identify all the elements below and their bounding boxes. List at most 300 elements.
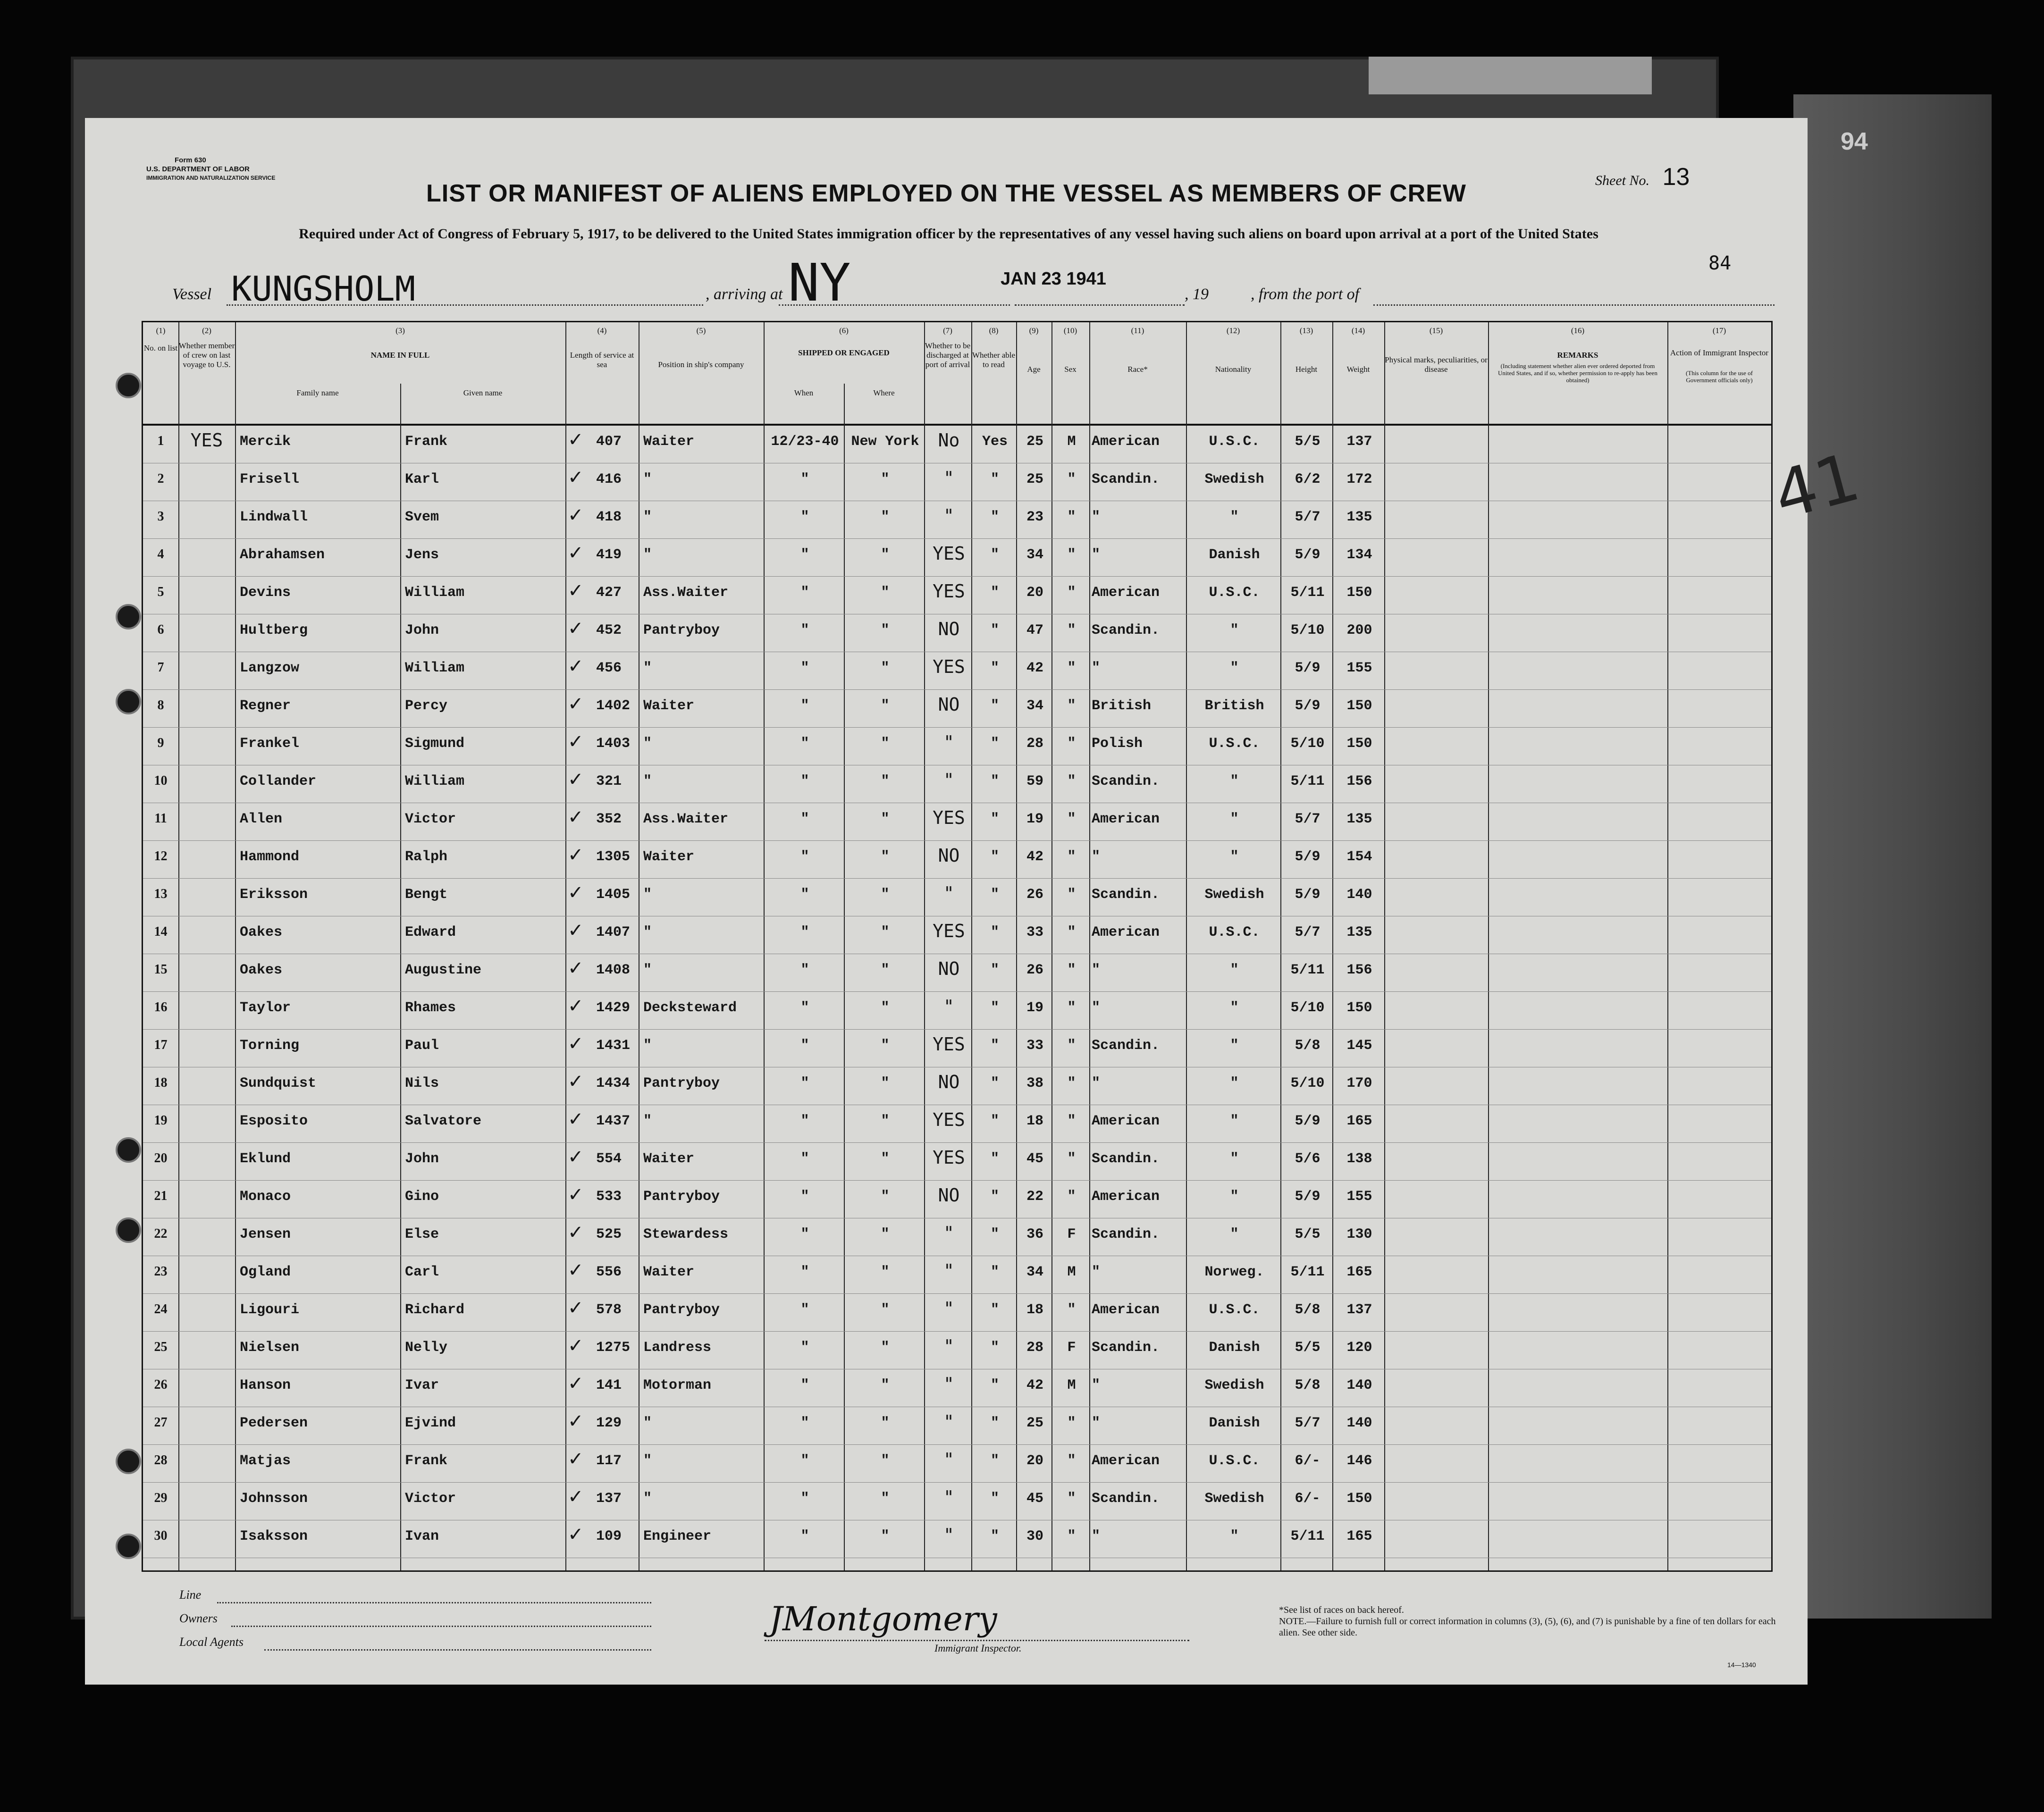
cell-race: Scandin. [1092, 773, 1160, 789]
cell-race: Scandin. [1092, 622, 1160, 638]
cell-no: 22 [154, 1226, 168, 1241]
cell-service: 427 [596, 585, 622, 601]
cell-age: 19 [1026, 811, 1043, 827]
cell-sex: " [1067, 924, 1076, 940]
punch-hole [116, 604, 141, 629]
cell-when: " [800, 1302, 809, 1318]
cell-service: 554 [596, 1151, 622, 1167]
cell-weight: 137 [1346, 434, 1372, 450]
cell-height: 6/- [1295, 1453, 1321, 1469]
cell-family: Jensen [240, 1226, 291, 1242]
cell-when: " [800, 1151, 809, 1167]
page-title: LIST OR MANIFEST OF ALIENS EMPLOYED ON THE VESSEL AS MEMBERS OF CREW [426, 180, 1466, 207]
table-row [143, 803, 1771, 841]
cell-sex: " [1067, 887, 1076, 903]
cell-nationality: " [1230, 962, 1239, 978]
cell-family: Regner [240, 698, 291, 714]
check-mark-icon: ✓ [568, 1297, 584, 1319]
cell-read: " [990, 924, 999, 940]
header-name-in-full: NAME IN FULL [370, 351, 430, 360]
cell-when: " [800, 924, 809, 940]
cell-race: American [1092, 585, 1160, 601]
edge-number: 94 [1841, 128, 1868, 155]
cell-height: 5/9 [1295, 849, 1321, 865]
cell-family: Torning [240, 1038, 300, 1054]
check-mark-icon: ✓ [568, 542, 584, 564]
col-num: (1) [156, 326, 166, 335]
cell-race: Scandin. [1092, 1491, 1160, 1507]
cell-race: American [1092, 1302, 1160, 1318]
cell-family: Frisell [240, 471, 300, 487]
cell-read: " [990, 1528, 999, 1544]
cell-nationality: " [1230, 773, 1239, 789]
col-num: (2) [202, 326, 211, 335]
table-row [143, 1218, 1771, 1256]
col-num: (7) [943, 326, 952, 335]
cell-read: " [990, 1226, 999, 1242]
cell-race: " [1092, 1528, 1101, 1544]
signature-caption: Immigrant Inspector. [934, 1642, 1022, 1654]
cell-where: " [881, 509, 890, 525]
cell-where: " [881, 1000, 890, 1016]
cell-service: 1405 [596, 887, 631, 903]
header-nationality: Nationality [1215, 365, 1252, 374]
cell-age: 42 [1026, 660, 1043, 676]
cell-position: " [643, 887, 652, 903]
cell-race: Scandin. [1092, 1226, 1160, 1242]
cell-sex: " [1067, 622, 1076, 638]
year-label: , 19 [1185, 285, 1209, 303]
cell-discharged: " [943, 1449, 954, 1470]
cell-given: Frank [405, 1453, 448, 1469]
cell-where: " [881, 1226, 890, 1242]
col-num: (11) [1131, 326, 1144, 335]
cell-sex: " [1067, 962, 1076, 978]
cell-service: 109 [596, 1528, 622, 1544]
cell-family: Sundquist [240, 1075, 317, 1091]
note-races: *See list of races on back hereof. [1279, 1605, 1404, 1615]
cell-height: 5/9 [1295, 1113, 1321, 1129]
cell-weight: 156 [1346, 962, 1372, 978]
col-num: (4) [597, 326, 607, 335]
sheet-label: Sheet No. [1595, 173, 1649, 188]
cell-race: American [1092, 1113, 1160, 1129]
cell-sex: " [1067, 849, 1076, 865]
cell-position: Waiter [643, 849, 695, 865]
cell-height: 5/8 [1295, 1302, 1321, 1318]
cell-weight: 130 [1346, 1226, 1372, 1242]
cell-race: American [1092, 1189, 1160, 1205]
cell-service: 1402 [596, 698, 631, 714]
cell-race: " [1092, 1377, 1101, 1393]
cell-service: 556 [596, 1264, 622, 1280]
cell-when: " [800, 585, 809, 601]
cell-position: Waiter [643, 434, 695, 450]
cell-discharged: NO [938, 845, 960, 866]
cell-weight: 138 [1346, 1151, 1372, 1167]
cell-family: Hanson [240, 1377, 291, 1393]
cell-race: " [1092, 849, 1101, 865]
check-mark-icon: ✓ [568, 1373, 584, 1394]
agents-label: Local Agents [179, 1635, 244, 1649]
table-row [143, 1293, 1771, 1332]
cell-sex: F [1067, 1226, 1076, 1242]
check-mark-icon: ✓ [568, 1259, 584, 1281]
cell-no: 4 [157, 547, 164, 562]
cell-given: Gino [405, 1189, 439, 1205]
cell-when: " [800, 1491, 809, 1507]
cell-age: 59 [1026, 773, 1043, 789]
cell-weight: 140 [1346, 887, 1372, 903]
cell-no: 12 [154, 849, 168, 864]
cell-when: " [800, 1415, 809, 1431]
cell-nationality: Swedish [1204, 471, 1264, 487]
cell-sex: " [1067, 773, 1076, 789]
footer-notes [1279, 1604, 1798, 1638]
cell-given: Ralph [405, 849, 448, 865]
cell-age: 34 [1026, 698, 1043, 714]
cell-sex: " [1067, 1491, 1076, 1507]
cell-service: 456 [596, 660, 622, 676]
cell-given: Carl [405, 1264, 439, 1280]
cell-height: 5/9 [1295, 887, 1321, 903]
cell-where: New York [851, 434, 919, 450]
cell-age: 38 [1026, 1075, 1043, 1091]
cell-family: Isaksson [240, 1528, 308, 1544]
header-physical: Physical marks, peculiarities, or disease [1385, 355, 1488, 374]
cell-age: 36 [1026, 1226, 1043, 1242]
cell-where: " [881, 736, 890, 752]
cell-given: Victor [405, 1491, 456, 1507]
header-age: Age [1027, 365, 1041, 374]
cell-nationality: U.S.C. [1209, 1453, 1260, 1469]
cell-given: William [405, 660, 465, 676]
cell-given: Augustine [405, 962, 482, 978]
cell-sex: " [1067, 1189, 1076, 1205]
cell-nationality: Danish [1209, 1415, 1260, 1431]
cell-age: 20 [1026, 1453, 1043, 1469]
cell-height: 5/5 [1295, 1226, 1321, 1242]
header-remarks: REMARKS [1557, 351, 1598, 360]
table-row [143, 652, 1771, 690]
cell-service: 1437 [596, 1113, 631, 1129]
cell-family: Mercik [240, 434, 291, 450]
cell-position: Landress [643, 1340, 712, 1356]
table-row [143, 840, 1771, 879]
cell-where: " [881, 1113, 890, 1129]
cell-age: 26 [1026, 887, 1043, 903]
cell-nationality: U.S.C. [1209, 434, 1260, 450]
table-row [143, 614, 1771, 652]
cell-no: 17 [154, 1038, 168, 1052]
cell-given: Rhames [405, 1000, 456, 1016]
cell-sex: M [1067, 1264, 1076, 1280]
punch-hole [116, 1137, 141, 1163]
cell-service: 1431 [596, 1038, 631, 1054]
cell-sex: " [1067, 1415, 1076, 1431]
cell-sex: " [1067, 547, 1076, 563]
cell-height: 5/8 [1295, 1038, 1321, 1054]
check-mark-icon: ✓ [568, 1146, 584, 1168]
cell-when: 12/23-40 [771, 434, 839, 450]
cell-read: " [990, 736, 999, 752]
cell-given: John [405, 622, 439, 638]
cell-no: 28 [154, 1453, 168, 1468]
cell-discharged: " [943, 1411, 954, 1432]
cell-race: British [1092, 698, 1152, 714]
cell-weight: 120 [1346, 1340, 1372, 1356]
cell-weight: 140 [1346, 1415, 1372, 1431]
cell-when: " [800, 1038, 809, 1054]
cell-no: 19 [154, 1113, 168, 1128]
cell-race: " [1092, 509, 1101, 525]
cell-family: Collander [240, 773, 317, 789]
cell-weight: 165 [1346, 1264, 1372, 1280]
cell-where: " [881, 1038, 890, 1054]
cell-service: 141 [596, 1377, 622, 1393]
cell-family: Taylor [240, 1000, 291, 1016]
cell-where: " [881, 1264, 890, 1280]
cell-position: " [643, 1453, 652, 1469]
cell-service: 452 [596, 622, 622, 638]
cell-when: " [800, 773, 809, 789]
cell-service: 419 [596, 547, 622, 563]
cell-when: " [800, 736, 809, 752]
cell-where: " [881, 1302, 890, 1318]
cell-family: Johnsson [240, 1491, 308, 1507]
cell-family: Matjas [240, 1453, 291, 1469]
punch-hole [116, 1534, 141, 1559]
vessel-label: Vessel [172, 285, 212, 303]
page-subtitle: Required under Act of Congress of February 5, 1917, to be delivered to the United States immigration officer by the representatives of any vessel having such aliens on board upon arrival at a port of the United States [299, 226, 1598, 242]
vessel-line [127, 252, 1779, 314]
cell-given: Ivan [405, 1528, 439, 1544]
cell-weight: 146 [1346, 1453, 1372, 1469]
col-num: (10) [1063, 326, 1077, 335]
cell-height: 5/10 [1290, 1075, 1325, 1091]
cell-read: " [990, 1491, 999, 1507]
table-row [143, 765, 1771, 803]
cell-family: Lindwall [240, 509, 308, 525]
cell-position: " [643, 1491, 652, 1507]
cell-read: " [990, 1264, 999, 1280]
cell-read: " [990, 698, 999, 714]
cell-when: " [800, 660, 809, 676]
cell-when: " [800, 1226, 809, 1242]
cell-read: Yes [982, 434, 1008, 450]
cell-given: Nils [405, 1075, 439, 1091]
cell-discharged: " [943, 770, 954, 790]
cell-height: 5/11 [1290, 962, 1325, 978]
cell-service: 1403 [596, 736, 631, 752]
cell-when: " [800, 1528, 809, 1544]
cell-discharged: " [943, 1223, 954, 1243]
cell-height: 5/10 [1290, 736, 1325, 752]
arriving-port: NY [788, 252, 851, 313]
cell-nationality: " [1230, 1113, 1239, 1129]
cell-weight: 145 [1346, 1038, 1372, 1054]
cell-read: " [990, 509, 999, 525]
cell-family: Esposito [240, 1113, 308, 1129]
footer [85, 1581, 1808, 1675]
cell-race: Scandin. [1092, 1340, 1160, 1356]
cell-height: 5/8 [1295, 1377, 1321, 1393]
table-row [143, 991, 1771, 1030]
cell-family: Oakes [240, 962, 283, 978]
arriving-label: , arriving at [706, 285, 783, 303]
cell-where: " [881, 1151, 890, 1167]
cell-weight: 140 [1346, 1377, 1372, 1393]
cell-nationality: Danish [1209, 547, 1260, 563]
cell-when: " [800, 1113, 809, 1129]
cell-given: Ejvind [405, 1415, 456, 1431]
cell-no: 26 [154, 1377, 168, 1392]
cell-no: 13 [154, 887, 168, 901]
cell-nationality: " [1230, 1000, 1239, 1016]
cell-where: " [881, 1189, 890, 1205]
cell-weight: 170 [1346, 1075, 1372, 1091]
table-row [143, 1520, 1771, 1558]
cell-nationality: " [1230, 811, 1239, 827]
owners-label: Owners [179, 1611, 218, 1625]
cell-service: 321 [596, 773, 622, 789]
cell-read: " [990, 547, 999, 563]
cell-discharged: YES [933, 581, 965, 602]
cell-given: Richard [405, 1302, 465, 1318]
check-mark-icon: ✓ [568, 504, 584, 526]
cell-no: 23 [154, 1264, 168, 1279]
cell-race: " [1092, 1000, 1101, 1016]
cell-nationality: " [1230, 1226, 1239, 1242]
cell-weight: 150 [1346, 585, 1372, 601]
header-shipped: SHIPPED OR ENGAGED [798, 348, 890, 357]
cell-age: 45 [1026, 1151, 1043, 1167]
cell-height: 5/5 [1295, 1340, 1321, 1356]
cell-no: 18 [154, 1075, 168, 1090]
check-mark-icon: ✓ [568, 1448, 584, 1470]
check-mark-icon: ✓ [568, 1335, 584, 1357]
table-row [143, 1256, 1771, 1294]
cell-age: 26 [1026, 962, 1043, 978]
cell-age: 33 [1026, 924, 1043, 940]
cell-weight: 165 [1346, 1528, 1372, 1544]
cell-race: Scandin. [1092, 887, 1160, 903]
cell-age: 19 [1026, 1000, 1043, 1016]
header-whether-member: Whether member of crew on last voyage to U.S. [178, 341, 235, 369]
check-mark-icon: ✓ [568, 1071, 584, 1092]
cell-discharged: YES [933, 1109, 965, 1130]
cell-weight: 156 [1346, 773, 1372, 789]
cell-discharged: " [943, 996, 954, 1017]
header-no-on-list: No. on list [143, 344, 178, 352]
cell-no: 11 [154, 811, 167, 826]
cell-given: William [405, 773, 465, 789]
table-header [143, 322, 1771, 426]
cell-height: 5/11 [1290, 773, 1325, 789]
cell-family: Frankel [240, 736, 300, 752]
cell-weight: 135 [1346, 924, 1372, 940]
cell-given: Nelly [405, 1340, 448, 1356]
table-row [143, 501, 1771, 539]
cell-position: Pantryboy [643, 1075, 720, 1091]
cell-discharged: " [943, 468, 954, 488]
cell-nationality: U.S.C. [1209, 924, 1260, 940]
cell-weight: 134 [1346, 547, 1372, 563]
cell-family: Hammond [240, 849, 300, 865]
cell-no: 2 [157, 471, 164, 486]
cell-where: " [881, 849, 890, 865]
table-row [143, 576, 1771, 614]
cell-weight: 135 [1346, 509, 1372, 525]
cell-race: American [1092, 434, 1160, 450]
cell-no: 29 [154, 1491, 168, 1505]
top-strip [1369, 57, 1652, 94]
cell-given: Victor [405, 811, 456, 827]
check-mark-icon: ✓ [568, 957, 584, 979]
cell-when: " [800, 698, 809, 714]
cell-no: 16 [154, 1000, 168, 1015]
cell-height: 5/9 [1295, 660, 1321, 676]
cell-nationality: Swedish [1204, 887, 1264, 903]
cell-read: " [990, 471, 999, 487]
cell-age: 18 [1026, 1302, 1043, 1318]
check-mark-icon: ✓ [568, 806, 584, 828]
form-department: U.S. DEPARTMENT OF LABOR [146, 165, 250, 173]
header-when: When [794, 388, 814, 397]
cell-read: " [990, 849, 999, 865]
form-code: 14—1340 [1727, 1661, 1756, 1669]
cell-given: Salvatore [405, 1113, 482, 1129]
cell-position: " [643, 924, 652, 940]
cell-read: " [990, 811, 999, 827]
cell-position: Pantryboy [643, 1302, 720, 1318]
cell-family: Nielsen [240, 1340, 300, 1356]
cell-service: 407 [596, 434, 622, 450]
cell-position: Ass.Waiter [643, 585, 729, 601]
cell-nationality: " [1230, 1151, 1239, 1167]
cell-race: " [1092, 1415, 1101, 1431]
cell-read: " [990, 773, 999, 789]
cell-race: American [1092, 924, 1160, 940]
cell-age: 45 [1026, 1491, 1043, 1507]
check-mark-icon: ✓ [568, 1184, 584, 1206]
cell-discharged: NO [938, 1185, 960, 1206]
col-num: (17) [1712, 326, 1726, 335]
cell-read: " [990, 887, 999, 903]
cell-nationality: " [1230, 1038, 1239, 1054]
date-stamp: JAN 23 1941 [1001, 269, 1106, 289]
col-num: (3) [395, 326, 405, 335]
cell-when: " [800, 1000, 809, 1016]
cell-service: 137 [596, 1491, 622, 1507]
cell-where: " [881, 1528, 890, 1544]
manifest-page [85, 118, 1867, 1685]
cell-read: " [990, 1340, 999, 1356]
table-row [143, 463, 1771, 501]
header-action: Action of Immigrant Inspector [1670, 348, 1769, 357]
cell-discharged: " [943, 732, 954, 753]
cell-position: " [643, 1415, 652, 1431]
cell-given: Paul [405, 1038, 439, 1054]
cell-sex: " [1067, 1113, 1076, 1129]
header-sex: Sex [1064, 365, 1077, 374]
table-row [143, 1180, 1771, 1218]
cell-race: " [1092, 660, 1101, 676]
cell-discharged: " [943, 1336, 954, 1357]
check-mark-icon: ✓ [568, 618, 584, 639]
cell-height: 5/5 [1295, 434, 1321, 450]
table-row [143, 1029, 1771, 1067]
